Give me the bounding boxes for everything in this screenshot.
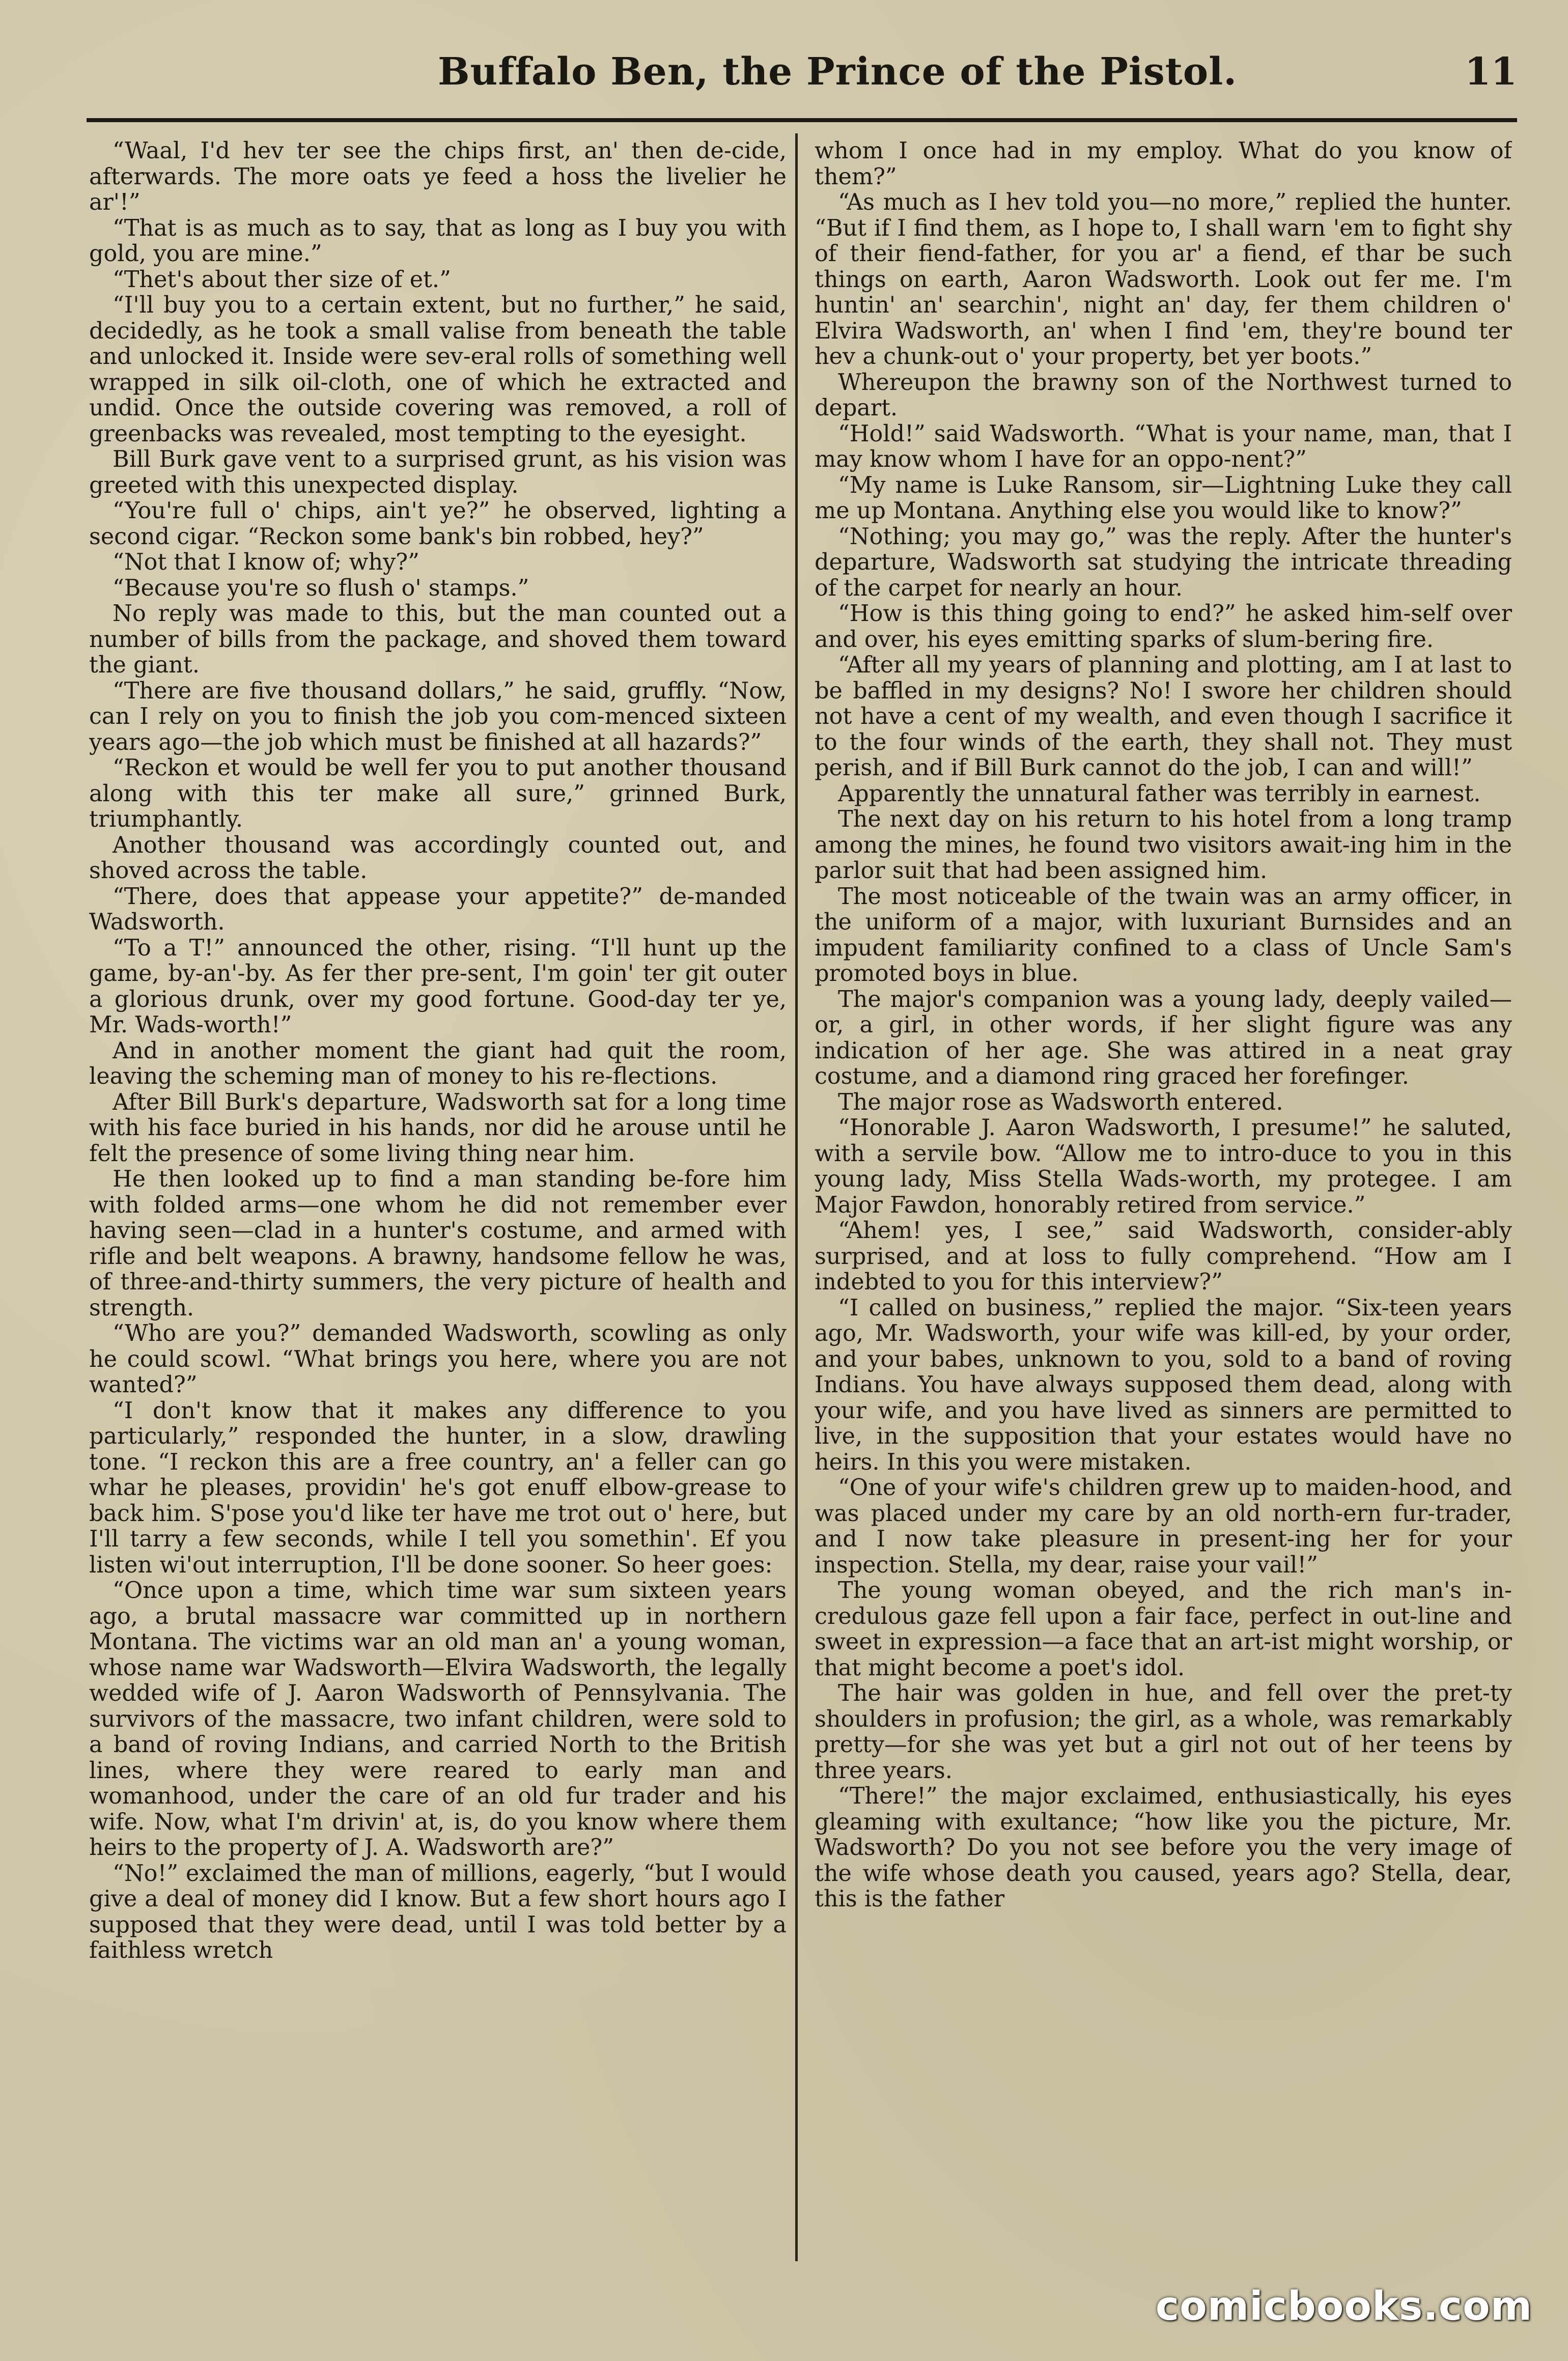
paragraph: The major's companion was a young lady, deeply vailed—or, a girl, in other words, if her slight figure was any indication of her age. She was attired in a neat gray costume, and a diamond ring graced her forefinger. xyxy=(815,986,1512,1089)
paragraph: “Because you're so flush o' stamps.” xyxy=(113,575,529,601)
paragraph: He then looked up to find a man standing be-fore him with folded arms—one whom he did not remember ever having seen—clad in a hunter's costume, and armed with rifle and belt weapons. A brawny, handsome fellow he was, of three-and-thirty summers, the very picture of health and strength. xyxy=(89,1166,787,1321)
right-column xyxy=(815,138,1512,2256)
paragraph: The young woman obeyed, and the rich man's in-credulous gaze fell upon a fair face, perfect in out-line and sweet in expression—a face that an art-ist might worship, or that might become a poet's idol. xyxy=(815,1578,1512,1681)
paragraph: Apparently the unnatural father was terribly in earnest. xyxy=(838,780,1481,807)
paragraph: “As much as I hev told you—no more,” replied the hunter. “But if I find them, as I hope to, I shall warn 'em to fight shy of their fiend-father, for you ar' a fiend, ef thar be such things on earth, Aaron Wadsworth. Look out fer me. I'm huntin' an' searchin', night an' day, fer them children o' Elvira Wadsworth, an' when I find 'em, they're bound ter hev a chunk-out o' your property, bet yer boots.” xyxy=(815,189,1512,370)
paragraph: “Honorable J. Aaron Wadsworth, I presume!” he saluted, with a servile bow. “Allow me to intro-duce to you in this young lady, Miss Stella Wads-worth, my protegee. I am Major Fawdon, honorably retired from service.” xyxy=(815,1115,1512,1218)
paragraph: “You're full o' chips, ain't ye?” he observed, lighting a second cigar. “Reckon some bank's bin robbed, hey?” xyxy=(89,498,787,550)
paragraph: “I called on business,” replied the major. “Six-teen years ago, Mr. Wadsworth, your wife was kill-ed, by your order, and your babes, unknown to you, sold to a band of roving Indians. You have always supposed them dead, along with your wife, and you have lived as sinners are permitted to live, in the supposition that your estates would have no heirs. In this you were mistaken. xyxy=(815,1295,1512,1475)
paragraph: “Once upon a time, which time war sum sixteen years ago, a brutal massacre war committed up in northern Montana. The victims war an old man an' a young woman, whose name war Wadsworth—Elvira Wadsworth, the legally wedded wife of J. Aaron Wadsworth of Pennsylvania. The survivors of the massacre, two infant children, were sold to a band of roving Indians, and carried North to the British lines, where they were reared to early man and womanhood, under the care of an old fur trader and his wife. Now, what I'm drivin' at, is, do you know where them heirs to the property of J. A. Wadsworth are?” xyxy=(89,1578,787,1861)
paragraph: Another thousand was accordingly counted out, and shoved across the table. xyxy=(89,832,787,884)
paragraph: “To a T!” announced the other, rising. “I'll hunt up the game, by-an'-by. As fer ther pre-sent, I'm goin' ter git outer a glorious drunk, over my good fortune. Good-day ter ye, Mr. Wads-worth!” xyxy=(89,935,787,1038)
paragraph: The most noticeable of the twain was an army officer, in the uniform of a major, with luxuriant Burnsides and an impudent familiarity confined to a class of Uncle Sam's promoted boys in blue. xyxy=(815,883,1512,987)
paragraph: “Who are you?” demanded Wadsworth, scowling as only he could scowl. “What brings you here, where you are not wanted?” xyxy=(89,1320,787,1398)
paragraph: The next day on his return to his hotel from a long tramp among the mines, he found two visitors await-ing him in the parlor suit that had been assigned him. xyxy=(815,806,1512,884)
paragraph: “Ahem! yes, I see,” said Wadsworth, consider-ably surprised, and at loss to fully comprehend. “How am I indebted to you for this interview?” xyxy=(815,1218,1512,1295)
paragraph: After Bill Burk's departure, Wadsworth sat for a long time with his face buried in his hands, nor did he arouse until he felt the presence of some living thing near him. xyxy=(89,1089,787,1167)
paragraph: “That is as much as to say, that as long as I buy you with gold, you are mine.” xyxy=(89,215,787,267)
paragraph: “Hold!” said Wadsworth. “What is your name, man, that I may know whom I have for an oppo-nent?” xyxy=(815,420,1512,472)
left-column xyxy=(89,138,787,2256)
column-rule xyxy=(795,133,798,2261)
page-header xyxy=(81,36,1527,112)
watermark: comicbooks.com xyxy=(1155,2284,1532,2329)
paragraph: And in another moment the giant had quit the room, leaving the scheming man of money to his re-flections. xyxy=(89,1037,787,1089)
paragraph: “Not that I know of; why?” xyxy=(113,549,419,575)
paragraph: “My name is Luke Ransom, sir—Lightning Luke they call me up Montana. Anything else you would like to know?” xyxy=(815,472,1512,524)
paragraph: “Waal, I'd hev ter see the chips first, an' then de-cide, afterwards. The more oats ye feed a hoss the livelier he ar'!” xyxy=(89,138,787,215)
paragraph: The major rose as Wadsworth entered. xyxy=(838,1089,1283,1115)
paragraph: “There!” the major exclaimed, enthusiastically, his eyes gleaming with exultance; “how like you the picture, Mr. Wadsworth? Do you not see before you the very image of the wife whose death you caused, years ago? Stella, dear, this is the father xyxy=(815,1783,1512,1912)
paragraph: Bill Burk gave vent to a surprised grunt, as his vision was greeted with this unexpected display. xyxy=(89,446,787,498)
paragraph: “There, does that appease your appetite?” de-manded Wadsworth. xyxy=(89,883,787,935)
paragraph: “How is this thing going to end?” he asked him-self over and over, his eyes emitting sparks of slum-bering fire. xyxy=(815,601,1512,653)
paragraph: “I don't know that it makes any difference to you particularly,” responded the hunter, in a slow, drawling tone. “I reckon this are a free country, an' a feller can go whar he pleases, providin' he's got enuff elbow-grease to back him. S'pose you'd like ter have me trot out o' here, but I'll tarry a few seconds, while I tell you somethin'. Ef you listen wi'out interruption, I'll be done sooner. So heer goes: xyxy=(89,1397,787,1578)
paragraph: “Nothing; you may go,” was the reply. After the hunter's departure, Wadsworth sat studying the intricate threading of the carpet for nearly an hour. xyxy=(815,523,1512,601)
paragraph: “No!” exclaimed the man of millions, eagerly, “but I would give a deal of money did I know. But a few short hours ago I supposed that they were dead, until I was told better by a faithless wretch xyxy=(89,1860,787,1963)
paragraph: “Thet's about ther size of et.” xyxy=(113,266,451,293)
paragraph: “Reckon et would be well fer you to put another thousand along with this ter make all sure,” grinned Burk, triumphantly. xyxy=(89,755,787,832)
paragraph: “I'll buy you to a certain extent, but no further,” he said, decidedly, as he took a small valise from beneath the table and unlocked it. Inside were sev-eral rolls of something well wrapped in silk oil-cloth, one of which he extracted and undid. Once the outside covering was removed, a roll of greenbacks was revealed, most tempting to the eyesight. xyxy=(89,292,787,447)
running-title: Buffalo Ben, the Prince of the Pistol. xyxy=(438,50,1238,94)
paragraph: whom I once had in my employ. What do you know of them?” xyxy=(815,138,1512,190)
paragraph: No reply was made to this, but the man counted out a number of bills from the package, and shoved them toward the giant. xyxy=(89,601,787,678)
page-number: 11 xyxy=(1465,50,1517,94)
paragraph: Whereupon the brawny son of the Northwest turned to depart. xyxy=(815,369,1512,421)
paragraph: “After all my years of planning and plotting, am I at last to be baffled in my designs? No! I swore her children should not have a cent of my wealth, and even though I sacrifice it to the four winds of the earth, they shall not. They must perish, and if Bill Burk cannot do the job, I can and will!” xyxy=(815,652,1512,781)
paragraph: “There are five thousand dollars,” he said, gruffly. “Now, can I rely on you to finish the job you com-menced sixteen years ago—the job which must be finished at all hazards?” xyxy=(89,678,787,755)
paragraph: “One of your wife's children grew up to maiden-hood, and was placed under my care by an old north-ern fur-trader, and I now take pleasure in present-ing her for your inspection. Stella, my dear, raise your vail!” xyxy=(815,1475,1512,1578)
paragraph: The hair was golden in hue, and fell over the pret-ty shoulders in profusion; the girl, as a whole, was remarkably pretty—for she was yet but a girl not out of her teens by three years. xyxy=(815,1680,1512,1784)
header-rule xyxy=(87,118,1517,122)
